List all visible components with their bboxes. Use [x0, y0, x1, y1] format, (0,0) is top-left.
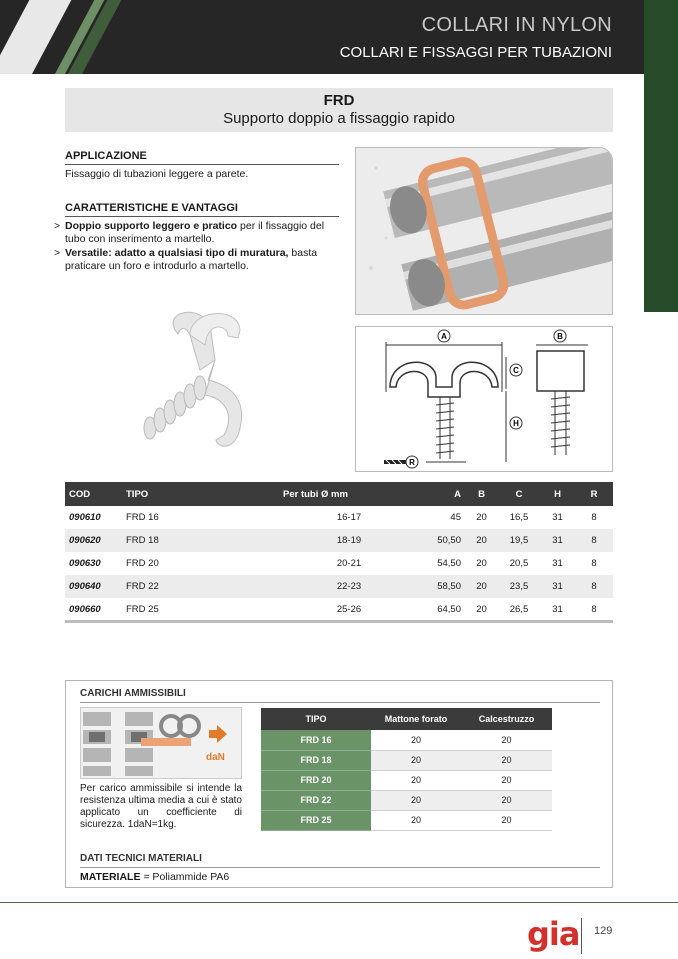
caratteristiche-heading: CARATTERISTICHE E VANTAGGI [65, 202, 339, 217]
materiale-label: MATERIALE [80, 871, 141, 883]
cell-a: 64,50 [437, 604, 461, 615]
table-row [65, 598, 613, 621]
cell-b: 20 [476, 604, 487, 615]
load-cell-calcestruzzo: 20 [461, 790, 552, 810]
dim-label-r: R [409, 458, 415, 467]
cell-b: 20 [476, 558, 487, 569]
cell-a: 50,50 [419, 529, 465, 552]
cell-c: 23,5 [498, 575, 540, 598]
col-per-tubi: Per tubi Ø mm [279, 482, 419, 506]
anchor-screw [141, 738, 191, 746]
cell-cod: 090620 [65, 529, 122, 552]
materiali-text [80, 871, 229, 883]
product-description: Supporto doppio a fissaggio rapido [223, 110, 455, 127]
feature-marker: > [54, 247, 61, 259]
feature-bold: Versatile: adatto a qualsiasi tipo di muratura, [65, 247, 289, 259]
col-a: A [419, 482, 465, 506]
cell-tipo: FRD 20 [126, 558, 159, 569]
load-cell-mattone: 20 [371, 810, 461, 830]
load-cell-calcestruzzo: 20 [461, 770, 552, 790]
cell-b: 20 [476, 512, 487, 523]
load-cell-tipo: FRD 20 [261, 770, 371, 790]
cell-tipo: FRD 22 [122, 575, 279, 598]
header-subtitle: COLLARI E FISSAGGI PER TUBAZIONI [339, 44, 612, 61]
dimension-diagram [355, 326, 613, 472]
col-tipo: TIPO [122, 482, 279, 506]
applicazione-heading: APPLICAZIONE [65, 150, 339, 165]
cell-r: 8 [591, 558, 597, 569]
load-unit-label: daN [206, 752, 225, 763]
cell-h: 31 [552, 512, 563, 523]
product-title-box [65, 88, 613, 132]
load-test-illustration [81, 708, 241, 778]
cell-cod: 090630 [69, 558, 101, 569]
cell-per-tubi: 25-26 [336, 604, 362, 615]
side-screw [551, 391, 570, 455]
feature-item [54, 247, 342, 273]
load-cell-tipo: FRD 16 [261, 730, 371, 750]
load-test-image [80, 707, 242, 779]
screw-shaft [144, 376, 206, 439]
footer-separator [581, 918, 582, 954]
cell-per-tubi: 18-19 [279, 529, 419, 552]
table-header-row [65, 482, 613, 506]
product-clip-image [120, 300, 260, 460]
cell-per-tubi: 16-17 [336, 512, 362, 523]
cell-per-tubi: 20-21 [336, 558, 362, 569]
load-cell-mattone: 20 [371, 790, 461, 810]
table-row [261, 730, 552, 750]
dim-label-c: C [513, 366, 519, 375]
cell-h: 31 [540, 529, 575, 552]
cell-c: 16,5 [509, 512, 529, 523]
table-row [261, 810, 552, 830]
cell-c: 20,5 [509, 558, 529, 569]
cell-a: 54,50 [437, 558, 461, 569]
load-col-calcestruzzo: Calcestruzzo [461, 708, 552, 730]
cell-cod: 090660 [69, 604, 101, 615]
carichi-note: Per carico ammissibile si intende la resistenza ultima media a cui è stato applicato un coefficiente di sicurezza. 1daN=1kg. [80, 783, 242, 830]
carichi-heading: CARICHI AMMISSIBILI [80, 688, 600, 703]
screw-profile [436, 397, 454, 459]
installation-illustration [356, 148, 613, 315]
cell-h: 31 [552, 558, 563, 569]
lower-clip [205, 360, 242, 446]
table-bottom-rule [65, 620, 613, 623]
drill-bit-icon [384, 460, 406, 464]
cell-c: 19,5 [498, 529, 540, 552]
table-row [261, 750, 552, 770]
load-cell-calcestruzzo: 20 [461, 750, 552, 770]
cell-r: 8 [575, 529, 613, 552]
dim-label-h: H [513, 419, 519, 428]
dimension-drawing [356, 327, 614, 473]
applicazione-text: Fissaggio di tubazioni leggere a parete. [65, 168, 249, 180]
page-number: 129 [594, 925, 613, 937]
cell-tipo: FRD 18 [122, 529, 279, 552]
col-h: H [540, 482, 575, 506]
cell-cod: 090610 [69, 512, 101, 523]
brand-logo: gia [527, 915, 580, 953]
cell-r: 8 [591, 512, 597, 523]
load-cell-mattone: 20 [371, 770, 461, 790]
col-b: B [465, 482, 498, 506]
load-col-mattone: Mattone forato [371, 708, 461, 730]
materiali-heading: DATI TECNICI MATERIALI [80, 853, 600, 868]
feature-bold: Doppio supporto leggero e pratico [65, 220, 238, 232]
cell-b: 20 [465, 575, 498, 598]
cell-h: 31 [540, 575, 575, 598]
table-row [65, 529, 613, 552]
col-r: R [575, 482, 613, 506]
product-code: FRD [323, 92, 355, 109]
cell-a: 45 [450, 512, 461, 523]
materiale-value: = Poliammide PA6 [140, 871, 230, 883]
cell-h: 31 [552, 604, 563, 615]
table-row [65, 506, 613, 529]
side-green-tab [644, 0, 678, 312]
load-table [261, 708, 552, 831]
dim-label-a: A [441, 332, 447, 341]
table-row [261, 790, 552, 810]
load-cell-calcestruzzo: 20 [461, 810, 552, 830]
cell-per-tubi: 22-23 [279, 575, 419, 598]
table-row [261, 770, 552, 790]
feature-rest: basta praticare un foro e introdurlo a martello. [65, 247, 318, 272]
load-table-header [261, 708, 552, 730]
dim-label-b: B [557, 332, 563, 341]
product-table [65, 482, 613, 621]
cell-a: 58,50 [419, 575, 465, 598]
load-cell-mattone: 20 [371, 750, 461, 770]
load-cell-mattone: 20 [371, 730, 461, 750]
header-title: COLLARI IN NYLON [421, 14, 612, 36]
carichi-box [65, 680, 613, 888]
cell-r: 8 [591, 604, 597, 615]
feature-item [54, 220, 342, 246]
header-band [0, 0, 678, 74]
col-cod: COD [65, 482, 122, 506]
table-row [65, 552, 613, 575]
feature-marker: > [54, 220, 61, 232]
load-cell-calcestruzzo: 20 [461, 730, 552, 750]
cell-r: 8 [575, 575, 613, 598]
cell-tipo: FRD 25 [126, 604, 159, 615]
load-cell-tipo: FRD 18 [261, 750, 371, 770]
footer-rule [0, 902, 678, 903]
load-cell-tipo: FRD 22 [261, 790, 371, 810]
table-row [65, 575, 613, 598]
installation-photo [355, 147, 613, 315]
feature-rest: per il fissaggio del tubo con inserimento a martello. [65, 220, 325, 245]
cell-b: 20 [465, 529, 498, 552]
cell-cod: 090640 [65, 575, 122, 598]
cell-tipo: FRD 16 [126, 512, 159, 523]
col-c: C [498, 482, 540, 506]
side-profile [537, 351, 584, 391]
load-col-tipo: TIPO [261, 708, 371, 730]
clip-profile [390, 362, 498, 397]
cell-c: 26,5 [509, 604, 529, 615]
load-cell-tipo: FRD 25 [261, 810, 371, 830]
